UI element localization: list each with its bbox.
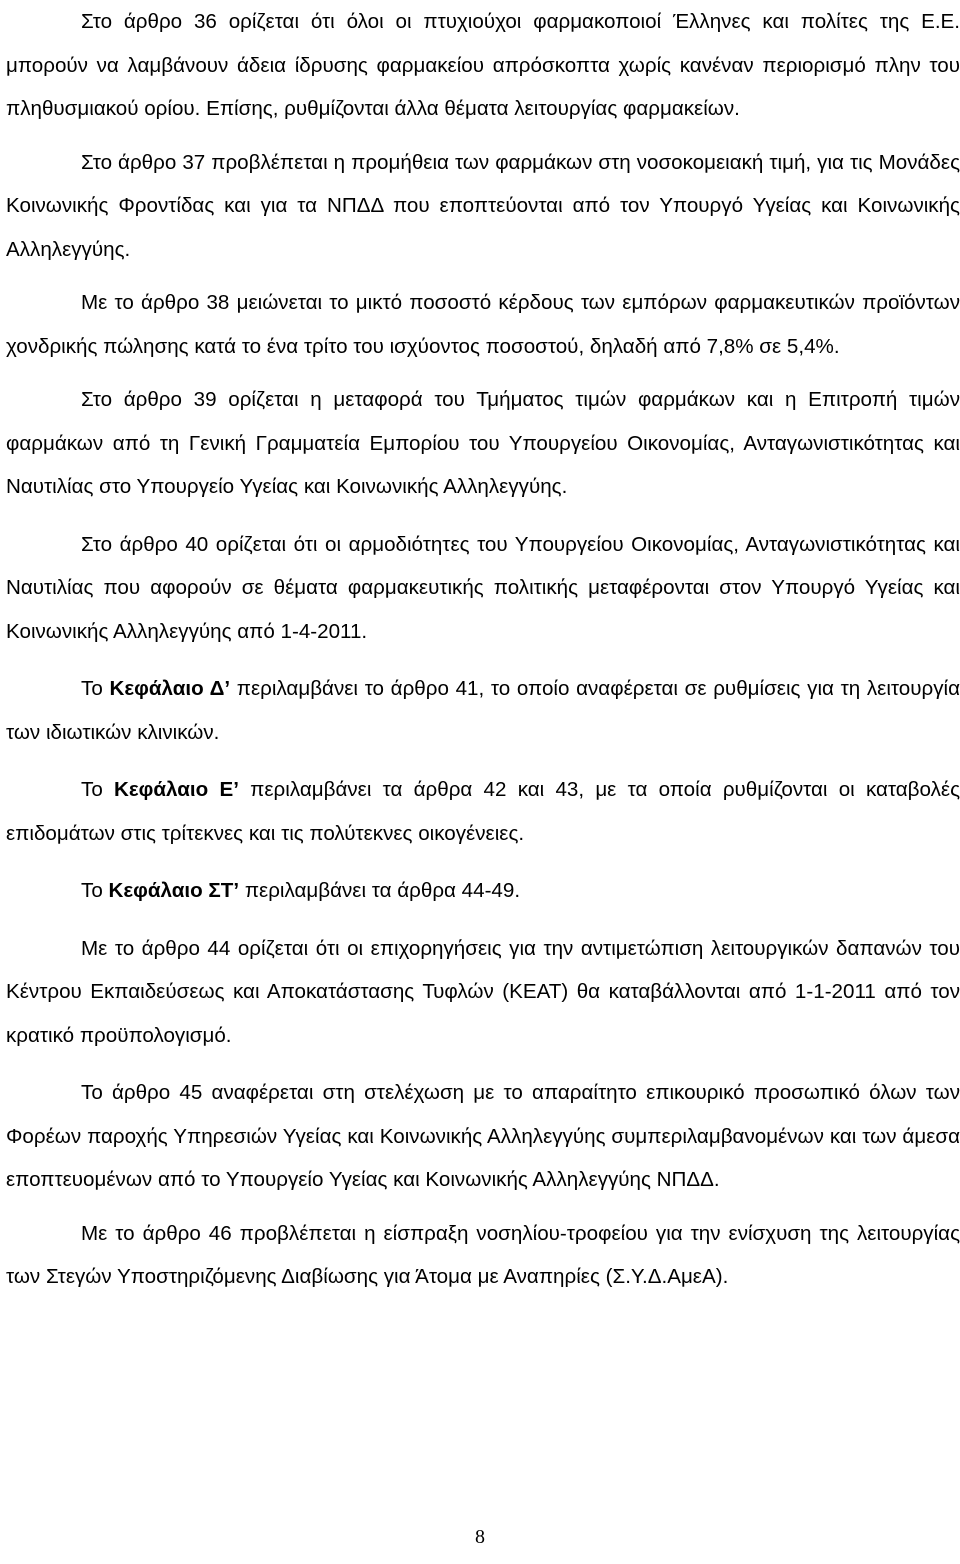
paragraph-chapter-d — [6, 667, 960, 754]
paragraph-article-38: Με το άρθρο 38 μειώνεται το μικτό ποσοστό κέρδους των εμπόρων φαρμακευτικών προϊόντων χονδρικής πώλησης κατά το ένα τρίτο του ισχύοντος ποσοστού, δηλαδή από 7,8% σε 5,4%. — [6, 291, 960, 358]
paragraph-chapter-e — [6, 768, 960, 855]
chapter-e-title: Κεφάλαιο Ε’ — [114, 778, 239, 801]
paragraph-article-44: Με το άρθρο 44 ορίζεται ότι οι επιχορηγήσεις για την αντιμετώπιση λειτουργικών δαπανών του Κέντρου Εκπαιδεύσεως και Αποκατάστασης Τυφλών (ΚΕΑΤ) θα καταβάλλονται από 1-1-2011 από τον κρατικό προϋπολογισμό. — [6, 936, 960, 1047]
paragraph-article-40: Στο άρθρο 40 ορίζεται ότι οι αρμοδιότητες του Υπουργείου Οικονομίας, Ανταγωνιστικότητας και Ναυτιλίας που αφορούν σε θέματα φαρμακευτικής πολιτικής μεταφέρονται στον Υπουργό Υγείας και Κοινωνικής Αλληλεγγύης από 1-4-2011. — [6, 532, 960, 643]
chapter-d-title: Κεφάλαιο Δ’ — [109, 677, 231, 700]
chapter-e-suffix: περιλαμβάνει τα άρθρα 42 και 43, με τα οποία ρυθμίζονται οι καταβολές επιδομάτων στις τρίτεκνες και τις πολύτεκνες οικογένειες. — [6, 778, 960, 845]
chapter-d-suffix: περιλαμβάνει το άρθρο 41, το οποίο αναφέρεται σε ρυθμίσεις για τη λειτουργία των ιδιωτικών κλινικών. — [6, 677, 960, 744]
chapter-st-prefix: Το — [81, 879, 109, 902]
chapter-st-suffix: περιλαμβάνει τα άρθρα 44-49. — [239, 879, 521, 902]
paragraph-article-37: Στο άρθρο 37 προβλέπεται η προμήθεια των φαρμάκων στη νοσοκομειακή τιμή, για τις Μονάδες Κοινωνικής Φροντίδας και για τα ΝΠΔΔ που εποπτεύονται από τον Υπουργό Υγείας και Κοινωνικής Αλληλεγγύης. — [6, 150, 960, 261]
chapter-st-title: Κεφάλαιο ΣΤ’ — [108, 879, 240, 902]
document-page — [6, 0, 960, 1299]
page-number: 8 — [475, 1526, 485, 1548]
paragraph-chapter-st — [6, 869, 960, 913]
paragraph-article-39: Στο άρθρο 39 ορίζεται η μεταφορά του Τμήματος τιμών φαρμάκων και η Επιτροπή τιμών φαρμάκων από τη Γενική Γραμματεία Εμπορίου του Υπουργείου Οικονομίας, Ανταγωνιστικότητας και Ναυτιλίας στο Υπουργείο Υγείας και Κοινωνικής Αλληλεγγύης. — [6, 388, 960, 498]
paragraph-article-36: Στο άρθρο 36 ορίζεται ότι όλοι οι πτυχιούχοι φαρμακοποιοί Έλληνες και πολίτες της Ε.Ε. μπορούν να λαμβάνουν άδεια ίδρυσης φαρμακείου απρόσκοπτα χωρίς κανέναν περιορισμό πλην του πληθυσμιακού ορίου. Επίσης, ρυθμίζονται άλλα θέματα λειτουργίας φαρμακείων. — [6, 10, 960, 120]
paragraph-article-46: Με το άρθρο 46 προβλέπεται η είσπραξη νοσηλίου-τροφείου για την ενίσχυση της λειτουργίας των Στεγών Υποστηριζόμενης Διαβίωσης για Άτομα με Αναπηρίες (Σ.Υ.Δ.ΑμεΑ). — [6, 1221, 960, 1288]
chapter-d-prefix: Το — [81, 677, 110, 700]
paragraph-article-45: Το άρθρο 45 αναφέρεται στη στελέχωση με το απαραίτητο επικουρικό προσωπικό όλων των Φορέων παροχής Υπηρεσιών Υγείας και Κοινωνικής Αλληλεγγύης συμπεριλαμβανομένων και των άμεσα εποπτευομένων από το Υπουργείο Υγείας και Κοινωνικής Αλληλεγγύης ΝΠΔΔ. — [6, 1081, 960, 1191]
chapter-e-prefix: Το — [81, 778, 115, 801]
